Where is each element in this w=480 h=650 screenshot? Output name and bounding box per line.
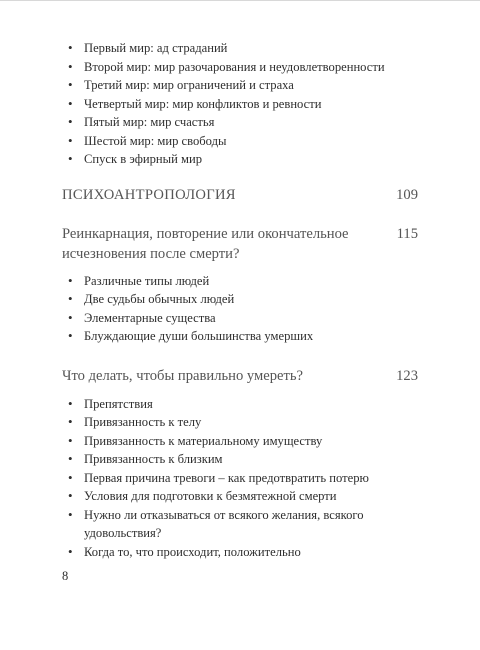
list-item: • Элементарные существа xyxy=(62,309,418,328)
section-heading-how-to-die xyxy=(62,366,418,386)
section-title: Что делать, чтобы правильно умереть? xyxy=(62,367,304,384)
list-item: • Условия для подготовки к безмятежной смерти xyxy=(62,487,418,506)
table-of-contents xyxy=(62,39,418,561)
list-item: • Первая причина тревоги – как предотвратить потерю xyxy=(62,469,418,488)
list-item: • Препятствия xyxy=(62,395,418,414)
list-item: • Пятый мир: мир счастья xyxy=(62,113,418,132)
section-title: Реинкарнация, повторение или окончательное исчезновения после смерти? xyxy=(62,225,349,262)
list-item: • Блуждающие души большинства умерших xyxy=(62,327,418,346)
page-number: 8 xyxy=(62,569,69,583)
list-item: • Привязанность к близким xyxy=(62,450,418,469)
list-item: • Третий мир: мир ограничений и страха xyxy=(62,76,418,95)
bullet-list-obstacles xyxy=(62,395,418,562)
section-title: ПСИХОАНТРОПОЛОГИЯ xyxy=(62,186,236,203)
list-item: • Второй мир: мир разочарования и неудовлетворенности xyxy=(62,58,418,77)
section-page-number: 109 xyxy=(396,186,418,203)
section-page-number: 123 xyxy=(396,367,418,384)
list-item: • Привязанность к материальному имуществу xyxy=(62,432,418,451)
list-item: • Четвертый мир: мир конфликтов и ревности xyxy=(62,95,418,114)
bullet-list-types xyxy=(62,272,418,346)
list-item: • Различные типы людей xyxy=(62,272,418,291)
section-heading-psychoanthropology xyxy=(62,185,418,205)
bullet-list-worlds xyxy=(62,39,418,169)
list-item: • Привязанность к телу xyxy=(62,413,418,432)
list-item: • Нужно ли отказываться от всякого желания, всякого удовольствия? xyxy=(62,506,418,543)
list-item: • Спуск в эфирный мир xyxy=(62,150,418,169)
list-item: • Две судьбы обычных людей xyxy=(62,290,418,309)
list-item: • Первый мир: ад страданий xyxy=(62,39,418,58)
section-heading-reincarnation xyxy=(62,224,418,264)
list-item: • Шестой мир: мир свободы xyxy=(62,132,418,151)
section-page-number: 115 xyxy=(396,225,418,242)
list-item: • Когда то, что происходит, положительно xyxy=(62,543,418,562)
